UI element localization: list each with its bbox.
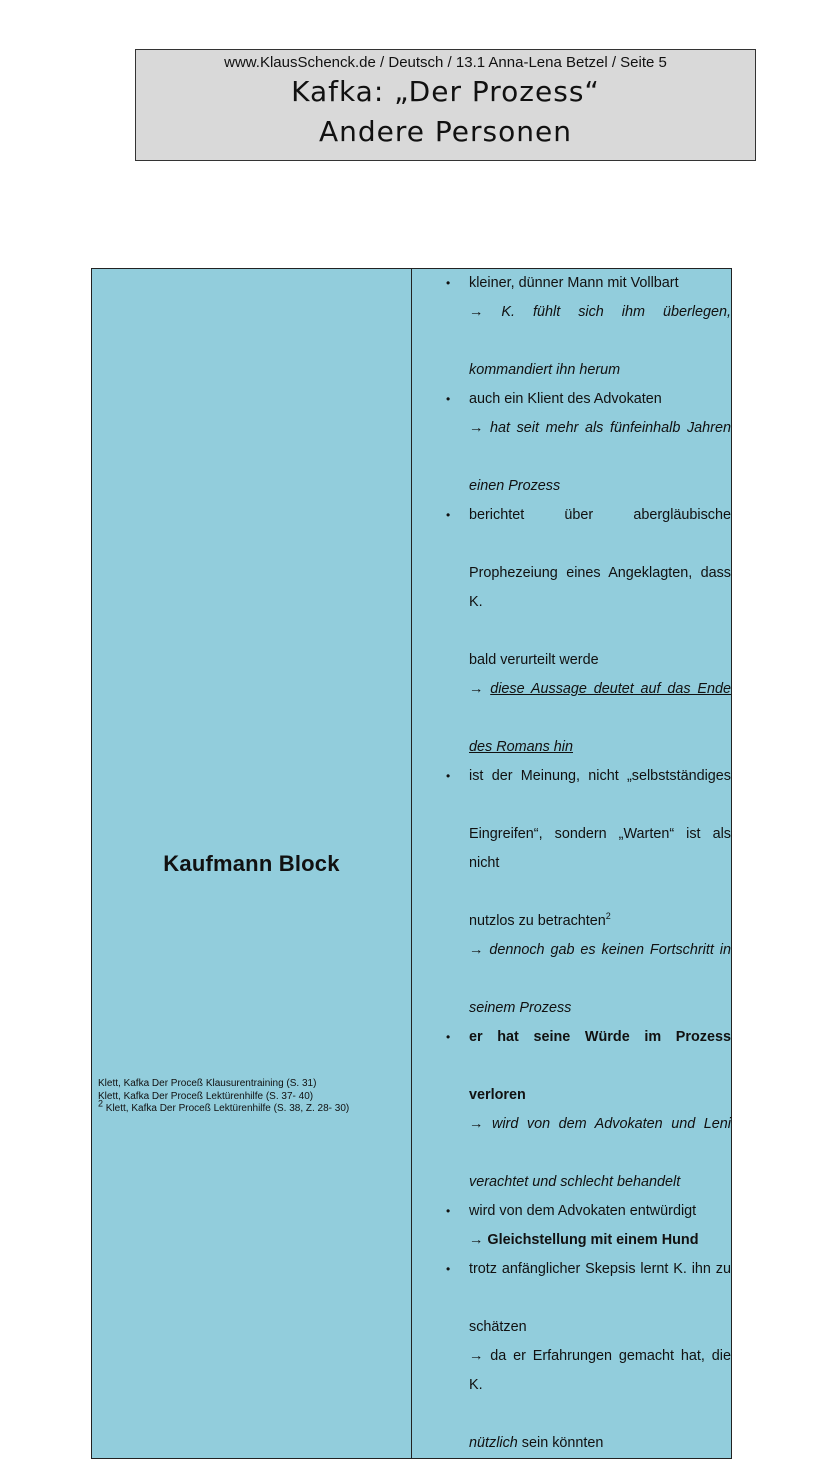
bullet-icon: •	[446, 769, 451, 783]
bullet-icon: •	[446, 392, 451, 406]
document-subtitle: Andere Personen	[319, 115, 572, 148]
bullet-icon: •	[446, 1204, 451, 1218]
bullet-icon: •	[446, 1262, 451, 1276]
character-table	[91, 268, 732, 1459]
trait-item: • trotz anfänglicher Skepsis lernt K. ihn zu schätzen → da er Erfahrungen gemacht hat, die K. nützlich sein könnten	[412, 1255, 731, 1458]
page-header	[135, 49, 756, 161]
bullet-icon: •	[446, 276, 451, 290]
trait-item: • ist der Meinung, nicht „selbstständiges Eingreifen“, sondern „Warten“ ist als nicht nutzlos zu betrachten$^2$ → dennoch gab es keinen Fortschritt in seinem Prozess	[412, 762, 731, 1023]
trait-item: • auch ein Klient des Advokaten → hat seit mehr als fünfeinhalb Jahren einen Prozess	[412, 385, 731, 501]
trait-item: • kleiner, dünner Mann mit Vollbart → K. fühlt sich ihm überlegen, kommandiert ihn herum	[412, 269, 731, 385]
footnotes	[98, 1078, 349, 1116]
footnote-1: Klett, Kafka Der Proceß Klausurentraining (S. 31)	[98, 1078, 317, 1089]
source-line: www.KlausSchenck.de / Deutsch / 13.1 Anna-Lena Betzel / Seite 5	[224, 54, 667, 71]
bullet-icon: •	[446, 1030, 451, 1044]
character-traits	[412, 269, 732, 1459]
trait-item: • er hat seine Würde im Prozess verloren → wird von dem Advokaten und Leni verachtet und schlecht behandelt	[412, 1023, 731, 1197]
footnote-3: $^2$ Klett, Kafka Der Proceß Lektürenhilfe (S. 38, Z. 28- 30)	[98, 1098, 350, 1114]
footnote-ref: 2	[605, 911, 611, 922]
document-title: Kafka: „Der Prozess“	[291, 75, 600, 108]
character-name: Kaufmann Block	[92, 269, 412, 1459]
bullet-icon: •	[446, 508, 451, 522]
footnote-2: Klett, Kafka Der Proceß Lektürenhilfe (S. 37- 40)	[98, 1090, 314, 1102]
trait-item: • wird von dem Advokaten entwürdigt → Gleichstellung mit einem Hund	[412, 1197, 731, 1255]
trait-item: • berichtet über abergläubische Prophezeiung eines Angeklagten, dass K. bald verurteilt werde → diese Aussage deutet auf das Ende des Romans hin	[412, 501, 731, 762]
